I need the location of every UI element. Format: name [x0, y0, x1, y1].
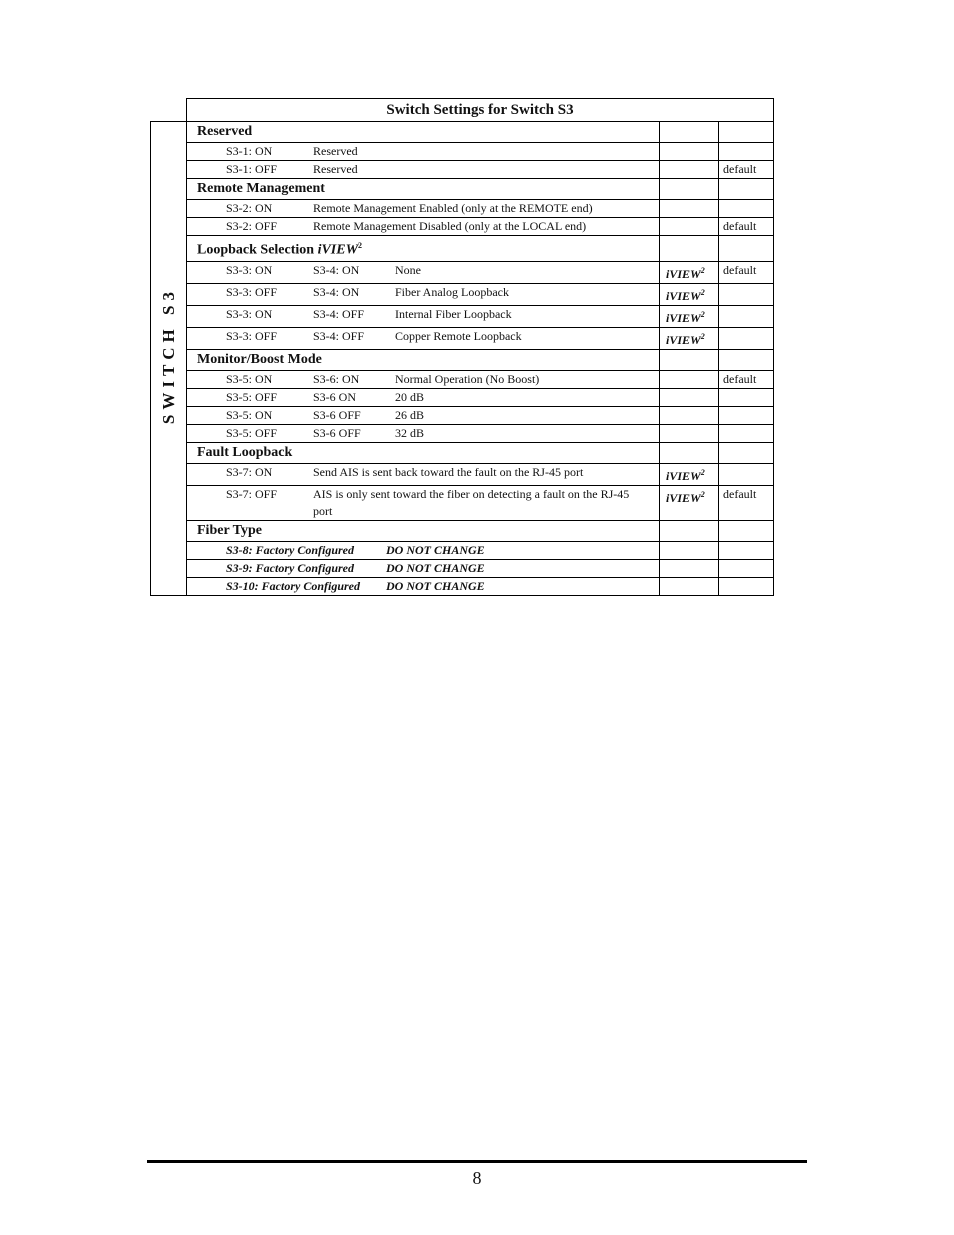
iview-cell: [660, 485, 719, 520]
switch-position-2: S3-4: OFF: [313, 328, 365, 343]
default-cell: [719, 236, 774, 262]
factory-note: DO NOT CHANGE: [386, 542, 485, 557]
table-row: [151, 577, 774, 595]
section-heading-text: Fault Loopback: [197, 444, 293, 460]
setting-cell: [187, 327, 660, 349]
section-heading: [187, 236, 660, 262]
table-row: [151, 327, 774, 349]
setting-description: [187, 161, 659, 178]
switch-position: S3-3: OFF: [226, 328, 278, 343]
default-cell: [719, 327, 774, 349]
table-row: [151, 559, 774, 577]
section-heading-sup: 2: [358, 241, 363, 250]
setting-description: [187, 542, 659, 559]
iview-cell: [660, 370, 719, 388]
setting-cell: [187, 283, 660, 305]
section-heading-text: Reserved: [197, 124, 253, 139]
default-cell: [719, 349, 774, 370]
side-label-cell: [151, 122, 187, 596]
setting-cell: [187, 559, 660, 577]
switch-position-2: S3-6: ON: [313, 371, 360, 386]
switch-position: S3-3: OFF: [226, 284, 278, 299]
default-cell: default: [719, 370, 774, 388]
side-label: SWITCH S3: [158, 287, 178, 425]
setting-description: [187, 389, 659, 406]
switch-position-2: S3-4: OFF: [313, 306, 365, 321]
switch-position-2: S3-6 ON: [313, 389, 357, 404]
iview-label: iVIEW: [666, 266, 701, 281]
setting-text: Reserved: [313, 144, 358, 158]
setting-description: [187, 200, 659, 217]
iview-cell: [660, 261, 719, 283]
factory-key: S3-9: Factory Configured: [226, 560, 355, 575]
table-row: [151, 218, 774, 236]
table-row: [151, 485, 774, 520]
iview-cell: [660, 388, 719, 406]
default-cell: default: [719, 161, 774, 179]
section-heading: [187, 179, 660, 200]
table-row: [151, 406, 774, 424]
section-heading-text: Monitor/Boost Mode: [197, 351, 322, 367]
setting-cell: [187, 370, 660, 388]
iview-cell: [660, 283, 719, 305]
default-cell: [719, 122, 774, 143]
setting-cell: [187, 218, 660, 236]
table-row: [151, 541, 774, 559]
setting-description: [187, 486, 659, 520]
table-row: [151, 370, 774, 388]
default-cell: [719, 463, 774, 485]
setting-text: 26 dB: [395, 407, 425, 422]
setting-text: Remote Management Enabled (only at the REMOTE end): [313, 201, 593, 215]
setting-cell: [187, 424, 660, 442]
iview-sup: 2: [700, 309, 705, 319]
switch-position: S3-5: OFF: [226, 389, 278, 404]
switch-position: S3-3: ON: [226, 262, 273, 277]
setting-description: [187, 407, 659, 424]
section-heading-iview: iVIEW: [317, 242, 359, 258]
iview-cell: [660, 463, 719, 485]
table-row: [151, 463, 774, 485]
setting-cell: [187, 161, 660, 179]
iview-cell: [660, 577, 719, 595]
section-heading: [187, 349, 660, 370]
setting-cell: [187, 406, 660, 424]
default-cell: [719, 283, 774, 305]
section-header-row: [151, 236, 774, 262]
setting-cell: [187, 143, 660, 161]
switch-position: S3-7: ON: [226, 464, 273, 479]
table-row: [151, 200, 774, 218]
setting-text: 32 dB: [395, 425, 425, 440]
factory-note: DO NOT CHANGE: [386, 560, 485, 575]
table-title: Switch Settings for Switch S3: [187, 99, 774, 122]
iview-cell: [660, 349, 719, 370]
table-row: [151, 161, 774, 179]
setting-text: Send AIS is sent back toward the fault on the RJ-45 port: [313, 464, 584, 479]
iview-cell: [660, 161, 719, 179]
setting-cell: [187, 541, 660, 559]
setting-cell: [187, 388, 660, 406]
default-cell: [719, 305, 774, 327]
switch-position: S3-7: OFF: [226, 486, 278, 501]
switch-position: S3-5: ON: [226, 371, 273, 386]
switch-position: S3-1: ON: [226, 144, 273, 158]
default-cell: [719, 577, 774, 595]
default-cell: [719, 424, 774, 442]
iview-sup: 2: [700, 489, 705, 499]
section-header-row: [151, 349, 774, 370]
setting-text: None: [395, 262, 421, 277]
setting-text: Reserved: [313, 162, 358, 176]
section-header-row: [151, 122, 774, 143]
iview-label: iVIEW: [666, 310, 701, 325]
iview-label: iVIEW: [666, 288, 701, 303]
iview-cell: [660, 200, 719, 218]
setting-description: [187, 306, 659, 323]
table-row: [151, 388, 774, 406]
default-cell: [719, 143, 774, 161]
section-heading-text: Fiber Type: [197, 522, 262, 538]
setting-cell: [187, 463, 660, 485]
default-cell: [719, 200, 774, 218]
iview-cell: [660, 236, 719, 262]
switch-position: S3-3: ON: [226, 306, 273, 321]
table-row: [151, 143, 774, 161]
setting-description: [187, 262, 659, 279]
setting-text: AIS is only sent toward the fiber on detecting a fault on the RJ-45 port: [313, 486, 630, 518]
section-header-row: [151, 179, 774, 200]
default-cell: [719, 388, 774, 406]
table-row: [151, 283, 774, 305]
switch-position-2: S3-4: ON: [313, 262, 360, 277]
setting-text: Normal Operation (No Boost): [395, 371, 540, 386]
setting-description: [187, 464, 659, 481]
default-cell: [719, 559, 774, 577]
iview-cell: [660, 305, 719, 327]
footer-rule: [147, 1160, 807, 1163]
default-cell: default: [719, 485, 774, 520]
iview-cell: [660, 424, 719, 442]
setting-text: 20 dB: [395, 389, 425, 404]
section-header-row: [151, 442, 774, 463]
setting-description: [187, 143, 659, 160]
iview-cell: [660, 218, 719, 236]
section-heading: [187, 520, 660, 541]
setting-text: Remote Management Disabled (only at the LOCAL end): [313, 219, 587, 233]
iview-cell: [660, 442, 719, 463]
switch-position: S3-5: OFF: [226, 425, 278, 440]
setting-text: Copper Remote Loopback: [395, 328, 522, 343]
default-cell: [719, 442, 774, 463]
setting-cell: [187, 577, 660, 595]
default-cell: [719, 541, 774, 559]
iview-sup: 2: [700, 467, 705, 477]
iview-cell: [660, 122, 719, 143]
default-cell: [719, 179, 774, 200]
iview-cell: [660, 327, 719, 349]
table-row: [151, 261, 774, 283]
switch-position: S3-2: OFF: [226, 219, 278, 233]
iview-cell: [660, 541, 719, 559]
switch-position-2: S3-4: ON: [313, 284, 360, 299]
table-row: [151, 305, 774, 327]
setting-description: [187, 371, 659, 388]
setting-description: [187, 284, 659, 301]
section-heading: [187, 442, 660, 463]
setting-description: [187, 328, 659, 345]
section-header-row: [151, 520, 774, 541]
default-cell: [719, 520, 774, 541]
setting-cell: [187, 485, 660, 520]
table-row: [151, 424, 774, 442]
setting-text: Fiber Analog Loopback: [395, 284, 509, 299]
setting-text: Internal Fiber Loopback: [395, 306, 512, 321]
section-heading-text: Loopback Selection: [197, 242, 318, 258]
iview-label: iVIEW: [666, 490, 701, 505]
default-cell: [719, 406, 774, 424]
section-heading-text: Remote Management: [197, 181, 325, 196]
iview-sup: 2: [700, 287, 705, 297]
setting-description: [187, 218, 659, 235]
page-number: 8: [472, 1168, 482, 1188]
factory-note: DO NOT CHANGE: [386, 578, 485, 593]
iview-label: iVIEW: [666, 468, 701, 483]
setting-cell: [187, 200, 660, 218]
iview-sup: 2: [700, 331, 705, 341]
setting-description: [187, 578, 659, 595]
iview-label: iVIEW: [666, 332, 701, 347]
iview-cell: [660, 520, 719, 541]
section-heading: [187, 122, 660, 143]
switch-settings-table: [150, 98, 774, 596]
switch-position-2: S3-6 OFF: [313, 407, 361, 422]
setting-description: [187, 425, 659, 442]
setting-description: [187, 560, 659, 577]
factory-key: S3-8: Factory Configured: [226, 542, 355, 557]
factory-key: S3-10: Factory Configured: [226, 578, 361, 593]
iview-cell: [660, 143, 719, 161]
switch-position: S3-5: ON: [226, 407, 273, 422]
default-cell: default: [719, 218, 774, 236]
setting-cell: [187, 305, 660, 327]
switch-position-2: S3-6 OFF: [313, 425, 361, 440]
iview-cell: [660, 406, 719, 424]
setting-cell: [187, 261, 660, 283]
iview-cell: [660, 559, 719, 577]
switch-position: S3-1: OFF: [226, 162, 278, 176]
iview-cell: [660, 179, 719, 200]
table-corner: [151, 99, 187, 122]
default-cell: default: [719, 261, 774, 283]
switch-position: S3-2: ON: [226, 201, 273, 215]
iview-sup: 2: [700, 265, 705, 275]
